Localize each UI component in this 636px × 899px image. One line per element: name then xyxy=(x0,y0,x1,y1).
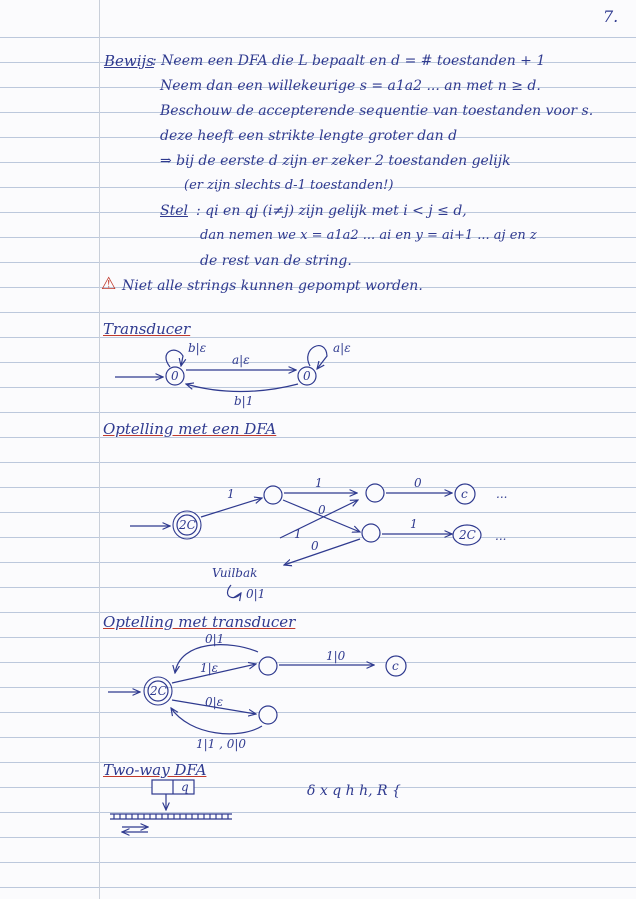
transducer-self0-label: b|ε xyxy=(188,341,207,355)
proof-line-3: Beschouw de accepterende sequentie van toestanden voor s. xyxy=(160,103,594,119)
proof-line-9: de rest van de string. xyxy=(200,253,352,269)
two-way-diagram xyxy=(110,780,232,832)
page-number: 7. xyxy=(603,7,619,26)
dfa-to-vuilbak-label: 0 xyxy=(311,539,319,553)
add-top-to-c-label: 1|0 xyxy=(326,649,346,663)
transducer-diagram xyxy=(115,341,351,408)
transducer-self1-label: a|ε xyxy=(333,341,351,355)
dfa-bottom-to-2c-label: 1 xyxy=(410,517,418,531)
transducer-add-diagram xyxy=(108,632,406,751)
proof-line-4: deze heeft een strikte lengte groter dan d xyxy=(160,128,458,144)
dfa-vuilbak-self-label: 0|1 xyxy=(246,587,266,601)
stel-label: Stel xyxy=(160,203,188,219)
dfa-start-to-top-label: 1 xyxy=(227,487,235,501)
two-way-formula: δ x q h h, R { xyxy=(307,783,401,799)
transducer-forward-label: a|ε xyxy=(232,353,250,367)
add-state-top xyxy=(259,657,277,675)
dfa-cross-top-label: 0 xyxy=(318,503,326,517)
proof-line-8: dan nemen we x = a1a2 ... ai en y = ai+1 ... aj en z xyxy=(200,228,537,243)
add-state-bottom xyxy=(259,706,277,724)
transducer-self-loop-1 xyxy=(308,346,327,369)
dfa-vuilbak-label: Vuilbak xyxy=(212,566,258,580)
dfa-top2-to-c-label: 0 xyxy=(414,476,422,490)
proof-line-2: Neem dan een willekeurige s = a1a2 ... an met n ≥ d. xyxy=(160,78,541,94)
add-bottom-arc xyxy=(171,708,262,734)
add-state-c-label: c xyxy=(392,659,399,673)
add-state-start-label: 2C xyxy=(150,684,167,698)
warning-icon: ⚠ xyxy=(101,274,117,294)
dfa-vuilbak-self-loop xyxy=(228,585,242,598)
transducer-state-0-label: 0 xyxy=(171,369,179,383)
transducer-back-arrow xyxy=(186,384,298,392)
proof-line-5: ⇒ bij de eerste d zijn er zeker 2 toestanden gelijk xyxy=(160,153,511,169)
optelling-transducer-title: Optelling met transducer xyxy=(103,613,296,631)
two-way-title: Two-way DFA xyxy=(103,761,207,779)
proof-heading: Bewijs xyxy=(104,52,154,70)
proof-line-6: (er zijn slechts d-1 toestanden!) xyxy=(184,178,394,193)
transducer-state-1-label: 0 xyxy=(303,369,311,383)
add-top-arc-label: 0|1 xyxy=(205,632,225,646)
transducer-back-label: b|1 xyxy=(234,394,254,408)
transducer-title: Transducer xyxy=(103,320,191,338)
dfa-dots-bottom: ... xyxy=(495,529,507,543)
transducer-self-loop-0 xyxy=(166,350,183,367)
dfa-dots-top: ... xyxy=(496,487,508,501)
dfa-top-to-top2-label: 1 xyxy=(315,476,323,490)
dfa-state-c-label: c xyxy=(461,487,468,501)
dfa-state-top-1 xyxy=(264,486,282,504)
warning-text: Niet alle strings kunnen gepompt worden. xyxy=(122,278,423,294)
add-to-bottom-label: 0|ε xyxy=(205,695,224,709)
dfa-to-vuilbak-arrow xyxy=(284,539,360,565)
two-way-head-state: q xyxy=(181,780,189,794)
dfa-diagram xyxy=(130,476,507,601)
dfa-state-start-label: 2C xyxy=(179,518,196,532)
proof-line-7: : qi en qj (i≠j) zijn gelijk met i < j ≤ d, xyxy=(196,203,467,219)
dfa-cross-bottom-label: 1 xyxy=(294,527,302,541)
dfa-state-top-2 xyxy=(366,484,384,502)
dfa-state-bottom xyxy=(362,524,380,542)
proof-line-1: : Neem een DFA die L bepaalt en d = # toestanden + 1 xyxy=(152,53,546,69)
add-to-top-label: 1|ε xyxy=(200,661,219,675)
optelling-dfa-title: Optelling met een DFA xyxy=(103,420,277,438)
two-way-tape-cells xyxy=(114,814,228,819)
dfa-state-2c-label: 2C xyxy=(459,528,476,542)
add-bottom-arc-label: 1|1 , 0|0 xyxy=(196,737,247,751)
